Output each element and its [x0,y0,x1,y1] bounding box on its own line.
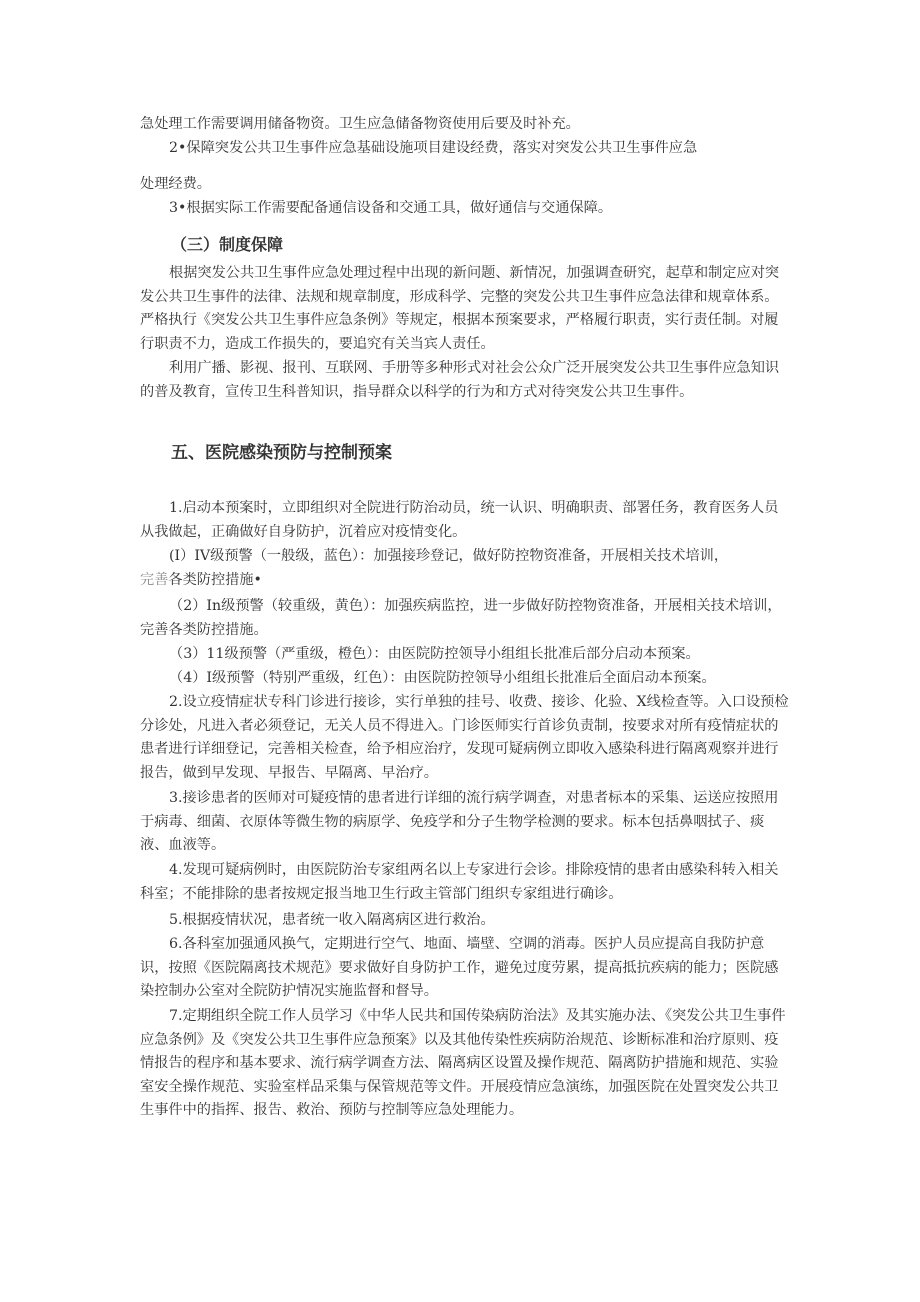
paragraph-communication-guarantee: 3•根据实际工作需要配备通信设备和交通工具，做好通信与交通保障。 [169,200,613,216]
paragraph-public-education: 利用广播、影视、报刊、互联网、手册等多种形式对社会公众广泛开展突发公共卫生事件应急知识的普及教育，宣传卫生科普知识，指导群众以科学的行为和方式对待突发公共卫生事件。 [140,360,780,400]
paragraph-level-iii: （2）In级预警（较重级，黄色）：加强疾病监控，进一步做好防控物资准备，开展相关技术培训，完善各类防控措施。 [140,598,782,638]
paragraph-funding-guarantee-cont: 处理经费。 [140,176,211,192]
paragraph-item-5: 5.根据疫情状况，患者统一收入隔离病区进行救治。 [169,912,495,928]
paragraph-level-ii: （3）11级预警（严重级，橙色）：由医院防控领导小组组长批准后部分启动本预案。 [169,646,700,662]
paragraph-reserve-supplies: 急处理工作需要调用储备物资。卫生应急储备物资使用后要及时补充。 [140,116,580,132]
paragraph-item-7: 7.定期组织全院工作人员学习《中华人民共和国传染病防治法》及其实施办法、《突发公共卫生事件应急条例》及《突发公共卫生事件应急预案》以及其他传染性疾病防治规范、诊断标准和治疗原则、疫情报告的程序和基本要求、流行病学调查方法、隔离病区设置及操作规范、隔离防护措施和规范、实验室安全操作规范、实验室样品采集与保管规范等文件。开展疫情应急演练，加强医院在处置突发公共卫生事件中的指挥、报告、救治、预防与控制等应急处理能力。 [140,1008,786,1119]
paragraph-item-6: 6.各科室加强通风换气，定期进行空气、地面、墙壁、空调的消毒。医护人员应提高自我防护意识，按照《医院隔离技术规范》要求做好自身防护工作，避免过度劳累，提高抵抗疾病的能力；医院感染控制办公室对全院防护情况实施监督和督导。 [140,936,779,1000]
paragraph-item-3: 3.接诊患者的医师对可疑疫情的患者进行详细的流行病学调查，对患者标本的采集、运送应按照用于病毒、细菌、衣原体等微生物的病原学、免疫学和分子生物学检测的要求。标本包括鼻咽拭子、痰液、血液等。 [140,790,779,854]
paragraph-item-1: 1.启动本预案时，立即组织对全院进行防治动员，统一认识、明确职责、部署任务，教育医务人员从我做起，正确做好自身防护，沉着应对疫情变化。 [140,500,779,540]
level-iv-text-light: 完善 [140,571,169,588]
paragraph-regulations: 根据突发公共卫生事件应急处理过程中出现的新问题、新情况，加强调查研究，起草和制定应对突发公共卫生事件的法律、法规和规章制度，形成科学、完整的突发公共卫生事件应急法律和规章体系。严格执行《突发公共卫生事件应急条例》等规定，根据本预案要求，严格履行职责，实行责任制。对履行职责不力，造成工作损失的，要追究有关当宾人责任。 [140,265,780,352]
level-iv-text: (I）IV级预警（一般级，蓝色）：加强接珍登记，做好防控物资准备，开展相关技术培训， [169,548,729,564]
paragraph-item-4: 4.发现可疑病例时，由医院防治专家组两名以上专家进行会诊。排除疫情的患者由感染科转入相关科室；不能排除的患者按规定报当地卫生行政主管部门组织专家组进行确诊。 [140,862,779,902]
paragraph-level-i: （4）I级预警（特别严重级，红色）：由医院防控领导小组组长批准后全面启动本预案。 [169,670,716,686]
paragraph-funding-guarantee: 2•保障突发公共卫生事件应急基础设施项目建设经费，落实对突发公共卫生事件应急 [169,140,698,156]
level-iv-text-cont: 各类防控措施• [168,571,262,588]
section-heading-system-guarantee: （三）制度保障 [171,235,284,254]
section-heading-infection-control: 五、医院感染预防与控制预案 [171,443,392,463]
paragraph-item-2: 2.设立疫情症状专科门诊进行接诊，实行单独的挂号、收费、接诊、化验、X线检查等。入口设预检分诊处，凡进入者必须登记，无关人员不得进入。门诊医师实行首诊负责制，按要求对所有疫情症状的患者进行详细登记，完善相关检查，给予相应治疗，发现可疑病例立即收入感染科进行隔离观察并进行报告，做到早发现、早报告、早隔离、早治疗。 [140,694,789,781]
paragraph-level-iv [140,545,790,592]
